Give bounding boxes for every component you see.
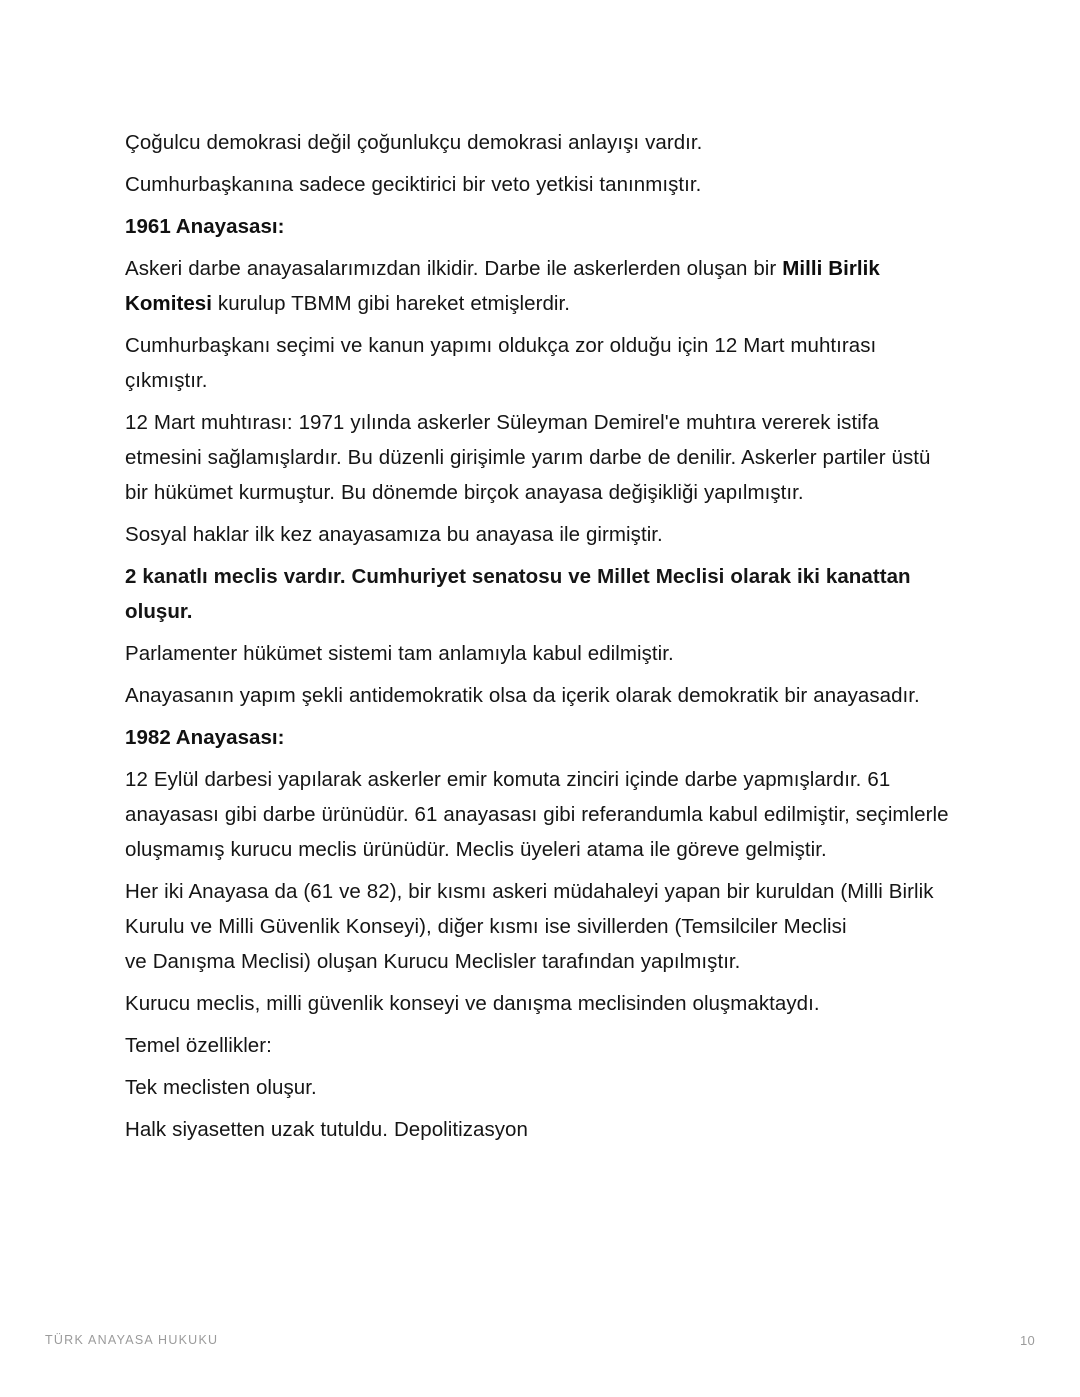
section-heading-1982: 1982 Anayasası:: [125, 726, 285, 749]
footer-page-number: 10: [1019, 1332, 1035, 1348]
paragraph-bold: 2 kanatlı meclis vardır. Cumhuriyet senatosu ve Millet Meclisi olarak iki kanattan oluşur.: [125, 565, 911, 623]
paragraph-line-2: ve Danışma Meclisi) oluşan Kurucu Meclisler tarafından yapılmıştır.: [125, 950, 741, 973]
paragraph: Sosyal haklar ilk kez anayasamıza bu anayasa ile girmiştir.: [125, 523, 663, 546]
paragraph: Anayasanın yapım şekli antidemokratik olsa da içerik olarak demokratik bir anayasadır.: [125, 684, 920, 707]
paragraph-with-bold-run: [125, 251, 955, 321]
paragraph: Cumhurbaşkanına sadece geciktirici bir veto yetkisi tanınmıştır.: [125, 173, 702, 196]
page-footer: [45, 1328, 1035, 1352]
document-body: [125, 125, 955, 1154]
text-run: Askeri darbe anayasalarımızdan ilkidir. Darbe ile askerlerden oluşan bir: [125, 257, 783, 280]
paragraph: Parlamenter hükümet sistemi tam anlamıyla kabul edilmiştir.: [125, 642, 674, 665]
paragraph: Çoğulcu demokrasi değil çoğunlukçu demokrasi anlayışı vardır.: [125, 131, 703, 154]
text-run: kurulup TBMM gibi hareket etmişlerdir.: [211, 292, 571, 315]
bold-run: Milli Birlik Komitesi: [125, 257, 880, 315]
section-heading-1961: 1961 Anayasası:: [125, 215, 285, 238]
paragraph: Kurucu meclis, milli güvenlik konseyi ve danışma meclisinden oluşmaktaydı.: [125, 992, 820, 1015]
paragraph-line-1: Her iki Anayasa da (61 ve 82), bir kısmı askeri müdahaleyi yapan bir kuruldan (Milli Birlik Kurulu ve Milli Güvenlik Konseyi), diğer kısmı ise sivillerden (Temsilciler Meclisi: [125, 880, 934, 938]
paragraph: Temel özellikler:: [125, 1034, 272, 1057]
paragraph-with-line-break: [125, 874, 955, 979]
paragraph: Tek meclisten oluşur.: [125, 1076, 317, 1099]
footer-document-title: TÜRK ANAYASA HUKUKU: [45, 1332, 219, 1347]
paragraph: 12 Eylül darbesi yapılarak askerler emir komuta zinciri içinde darbe yapmışlardır. 61 anayasası gibi darbe ürünüdür. 61 anayasası gibi referandumla kabul edilmiştir, seçimlerle oluşmamış kurucu meclis ürünüdür. Meclis üyeleri atama ile göreve gelmiştir.: [125, 768, 949, 861]
paragraph: 12 Mart muhtırası: 1971 yılında askerler Süleyman Demirel'e muhtıra vererek istifa etmesini sağlamışlardır. Bu düzenli girişimle yarım darbe de denilir. Askerler partiler üstü bir hükümet kurmuştur. Bu dönemde birçok anayasa değişikliği yapılmıştır.: [125, 411, 931, 504]
paragraph: Halk siyasetten uzak tutuldu. Depolitizasyon: [125, 1118, 528, 1141]
paragraph: Cumhurbaşkanı seçimi ve kanun yapımı oldukça zor olduğu için 12 Mart muhtırası çıkmıştır.: [125, 334, 877, 392]
